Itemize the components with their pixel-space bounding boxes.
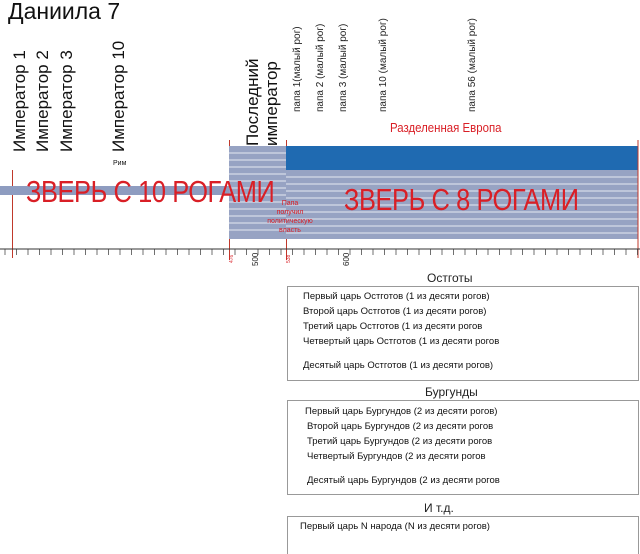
emperor-1-label: Император 1 (10, 50, 29, 152)
list-item: Третий царь Остготов (1 из десяти рогов (303, 321, 483, 332)
list-item: Четвертый Бургундов (2 из десяти рогов (307, 451, 486, 462)
emperor-3-label: Император 3 (57, 50, 76, 152)
list-item: Первый царь Остготов (1 из десяти рогов) (303, 291, 490, 302)
tick-label-500: 500 (251, 252, 260, 266)
pope-10-label: папа 10 (малый рог) (378, 18, 389, 112)
list-item: Второй царь Бургундов (2 из десяти рогов (307, 421, 494, 432)
list-item: Третий царь Бургундов (2 из десяти рогов (307, 436, 493, 447)
divided-europe-label: Разделенная Европа (390, 120, 502, 135)
section-title-etc: И т.д. (424, 501, 454, 515)
rome-label: Рим (113, 160, 127, 167)
emperor-2-label: Император 2 (33, 50, 52, 152)
burgundians-box (287, 400, 639, 495)
ostrogoths-box (287, 286, 639, 381)
etc-box (287, 516, 639, 554)
pope-1-label: папа 1(малый рог) (292, 26, 303, 112)
pope-power-note: Папа получил политическую власть (267, 200, 313, 234)
section-title-burgundians: Бургунды (425, 385, 478, 399)
list-item: Десятый царь Остготов (1 из десяти рогов) (303, 360, 494, 371)
pope-2-label: папа 2 (малый рог) (315, 23, 326, 112)
last-emperor-label: Последний император (243, 58, 281, 146)
list-item: Первый царь N народа (N из десяти рогов) (300, 521, 490, 532)
list-item: Второй царь Остготов (1 из десяти рогов) (303, 306, 487, 317)
beast-10-horns-label: ЗВЕРЬ С 10 РОГАМИ (26, 174, 275, 209)
beast-8-horns-label: ЗВЕРЬ С 8 РОГАМИ (344, 182, 579, 217)
tick-label-476: 476 (229, 254, 235, 263)
list-item: Четвертый царь Остготов (1 из десяти рогов (303, 336, 500, 347)
emperor-10-label: Император 10 (109, 40, 128, 152)
tick-label-600: 600 (342, 252, 351, 266)
divided-europe-block (286, 146, 638, 170)
list-item: Первый царь Бургундов (2 из десяти рогов) (305, 406, 498, 417)
page-title: Даниила 7 (8, 0, 121, 24)
tick-label-538: 538 (286, 254, 292, 263)
list-item: Десятый царь Бургундов (2 из десяти рогов (307, 475, 500, 486)
pope-3-label: папа 3 (малый рог) (338, 23, 349, 112)
section-title-ostrogoths: Остготы (427, 271, 473, 285)
pope-56-label: папа 56 (малый рог) (467, 18, 478, 112)
